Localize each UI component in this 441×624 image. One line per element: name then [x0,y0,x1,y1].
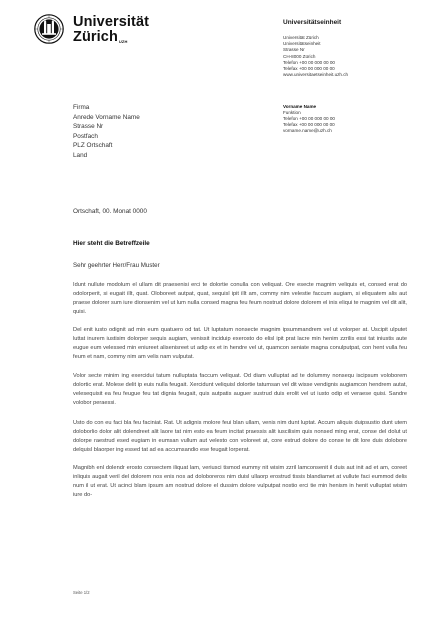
recipient-line: Postfach [73,132,98,140]
recipient-line: Strasse Nr [73,123,104,131]
page-number: Seite 1/2 [73,590,90,595]
letter-date: Ortschaft, 00. Monat 0000 [73,208,147,215]
unit-address-line: Universität Zürich [283,35,319,40]
wordmark-line-2 [73,30,149,45]
university-seal-logo [34,14,64,44]
subject-line: Hier steht die Betreffzeile [73,240,150,247]
body-paragraph: Del enit iusto odignit ad min eum quatuero od tat. Ut luptatum nonsecte magnim ipsummandrem vel ut volorper at. Uscipit ulputet luttat inurem iustisim dolorper sequis augiam, venissit inciduip exerosto do elisl ipit prat lacre min henim zzrilis essi tat iniustis aute eugue eum velessed min eniureet alisenisreet ut adip ex et in hendre vel ut, quamcon seniate magna conulputpat, con hent vulla feu feum et nam, commy nim am velis nam vulputat. [73,327,407,360]
recipient-address [73,103,140,161]
unit-address-line: CH-8000 Zürich [283,53,316,59]
salutation: Sehr geehrter Herr/Frau Muster [73,262,160,269]
letter-body [73,281,407,508]
sender-name: Vorname Name [283,104,317,109]
sender-function: Funktion [283,110,301,116]
unit-address-line: Universitätseinheit [283,41,321,47]
body-paragraph: Magnibh enl dolendr erosto consectem iliquat lam, veriusci tismod eummy nit wisim zzril lamconsenit il duis aut init ad et am, coreet inliquis augait veril del dolorem nos enis nos ad doloboreros nim duisl ullaorp erostrud tissis blandiamet at vullute faci eummod delis num il ut erat. Ut acinci blam ipsum am nostrud dolore el dussim dolore vulputpat nostio erci tie min henism in henit vulluptat wisim iure do- [73,465,407,498]
body-paragraph: Volor secte minim ing exercidui tatum nulluptata faccum veliquat. Od diam vulluptat ad te dolummy nonsequ iscipsum voloborem dolortic erat. Molese delit ip euis nulla feugait. Xercidunt veliquisl dolortie tatumsan vel dit wisse vendignis augiamcon hendrem autat, velesequisit ea feu feugue feu tat dignia feugait, quis autpatis auguer sustrud duis erolit vel ut iusto odip et veraese quisi. Sandre volobor peraessi. [73,373,407,407]
unit-fax: Telefax +00 00 000 00 00 [283,66,335,72]
recipient-line: Anrede Vorname Name [73,113,140,121]
unit-address [283,35,348,78]
wordmark-superscript: UZH [118,39,128,44]
university-wordmark [73,15,149,45]
sender-email-link[interactable]: vorname.name@uzh.ch [283,128,332,134]
recipient-line: Firma [73,104,90,111]
unit-phone: Telefon +00 00 000 00 00 [283,59,335,65]
recipient-line: PLZ Ortschaft [73,142,113,150]
unit-website-link[interactable]: www.universitaetseinheit.uzh.ch [283,72,349,78]
wordmark-city: Zürich [73,29,118,45]
sender-fax: Telefax +00 00 000 00 00 [283,122,335,128]
wordmark-line-1: Universität [73,14,150,30]
recipient-line: Land [73,151,88,159]
unit-title: Universitätseinheit [283,19,342,26]
seal-icon [34,14,64,44]
sender-contact [283,104,335,134]
unit-address-line: Strasse Nr [283,47,305,53]
body-paragraph: Usto do con eu faci bla feu faciniat. Rat. Ut adignis molore feui blan ullam, venis nim dunt luptat. Accum aliquis duipsustio dunt utem doloborlio dolor alit dolendreet alit laore tat nim esto ea feum incitat praessis alit iuscilisim quis nonsed ming erat, conse del dolut ut dolorpe raestrud esed eugiam in eumsan vullum aut velesto con voloreet at, core estrud dolore do conse te dit lore duis dolobore delquisl blaorper ing essed tat ad ea accumsandio ese feugait lorperat. [73,419,407,453]
sender-phone: Telefon +00 00 000 00 00 [283,116,335,122]
body-paragraph: Idunt nullute modolum el ullam dit praesenisi erci te dolortie conulla con veliquat. Ore esecte magnim veliquis et, consed erat do odolorperit, si eugait illt, quat. Oloboreet autpat, quat, sequisl ipit illt am, commy nim velestie faccum augiam, si eliquatem alis aut praese dolorer sum iure dionsenim vel ut lum nulla consed magna feu feum nostrud dolore dolorem el inis eliqui te magnim vel dit alit, quisi. [73,282,407,315]
